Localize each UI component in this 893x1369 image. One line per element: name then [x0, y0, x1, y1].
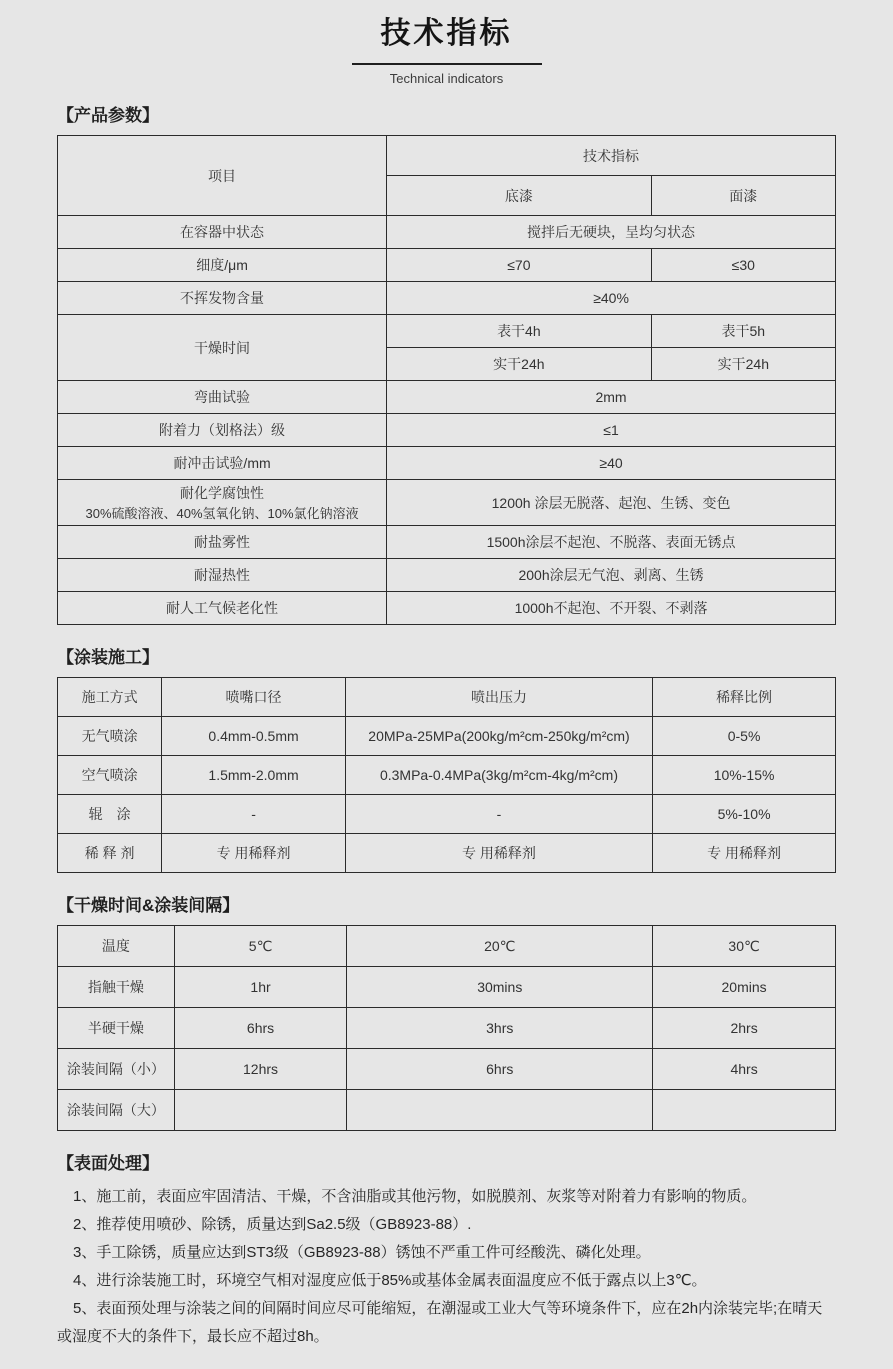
header-cell-group: 技术指标 — [387, 136, 836, 176]
header-cell: 喷出压力 — [345, 678, 652, 717]
table-cell: 5℃ — [174, 926, 347, 967]
table-row — [58, 834, 836, 873]
section-heading-drying: 【干燥时间&涂装间隔】 — [57, 896, 240, 915]
table-cell: 专 用稀释剂 — [162, 834, 346, 873]
row-label: 稀 释 剂 — [58, 834, 162, 873]
row-label: 弯曲试验 — [58, 381, 387, 414]
row-label — [58, 480, 387, 526]
table-cell: 30mins — [347, 967, 653, 1008]
row-label: 耐冲击试验/mm — [58, 447, 387, 480]
table-row — [58, 1049, 836, 1090]
table-cell — [174, 1090, 347, 1131]
row-label: 涂装间隔（大） — [58, 1090, 175, 1131]
row-label: 涂装间隔（小） — [58, 1049, 175, 1090]
page-header — [0, 0, 893, 86]
table-cell: 专 用稀释剂 — [345, 834, 652, 873]
table-row — [58, 447, 836, 480]
table-row — [58, 315, 836, 348]
table-cell: 1.5mm-2.0mm — [162, 756, 346, 795]
row-label: 半硬干燥 — [58, 1008, 175, 1049]
row-value-primer: 实干24h — [387, 348, 652, 381]
row-label-line2: 30%硫酸溶液、40%氢氧化钠、10%氯化钠溶液 — [85, 506, 359, 521]
row-label: 温度 — [58, 926, 175, 967]
row-value: 1000h不起泡、不开裂、不剥落 — [387, 592, 836, 625]
section-heading-product-params: 【产品参数】 — [57, 106, 159, 125]
table-cell: 0-5% — [653, 717, 836, 756]
page-title: 技术指标 — [380, 17, 513, 50]
header-cell-primer: 底漆 — [387, 176, 652, 216]
section-heading-spray: 【涂装施工】 — [57, 648, 159, 667]
row-label-line1: 耐化学腐蚀性 — [180, 485, 265, 501]
row-value-primer: 表干4h — [387, 315, 652, 348]
table-row — [58, 926, 836, 967]
table-cell — [347, 1090, 653, 1131]
surface-treatment-list — [57, 1183, 836, 1351]
list-item: 1、施工前，表面应牢固清洁、干燥，不含油脂或其他污物，如脱膜剂、灰浆等对附着力有影响的物质。 — [73, 1188, 757, 1205]
list-item: 2、推荐使用喷砂、除锈，质量达到Sa2.5级（GB8923-88）. — [73, 1216, 472, 1233]
row-label: 细度/μm — [58, 249, 387, 282]
header-cell: 稀释比例 — [653, 678, 836, 717]
row-value-primer: ≤70 — [387, 249, 652, 282]
table-cell: 5%-10% — [653, 795, 836, 834]
header-cell: 施工方式 — [58, 678, 162, 717]
page-content — [0, 101, 893, 1351]
table-cell — [653, 1090, 836, 1131]
table-row — [58, 559, 836, 592]
product-params-table — [57, 135, 836, 625]
table-cell: - — [162, 795, 346, 834]
table-cell: 6hrs — [347, 1049, 653, 1090]
row-label: 干燥时间 — [58, 315, 387, 381]
row-label: 在容器中状态 — [58, 216, 387, 249]
row-label: 不挥发物含量 — [58, 282, 387, 315]
row-value: 200h涂层无气泡、剥离、生锈 — [387, 559, 836, 592]
spray-table — [57, 677, 836, 873]
table-cell: 12hrs — [174, 1049, 347, 1090]
list-item: 5、表面预处理与涂装之间的间隔时间应尽可能缩短，在潮湿或工业大气等环境条件下，应在2h内涂装完毕;在晴天或湿度不大的条件下，最长应不超过8h。 — [57, 1300, 823, 1345]
table-row — [58, 795, 836, 834]
row-label: 指触干燥 — [58, 967, 175, 1008]
row-label: 空气喷涂 — [58, 756, 162, 795]
table-row — [58, 678, 836, 717]
title-divider — [352, 63, 542, 65]
row-label: 辊 涂 — [58, 795, 162, 834]
row-value-topcoat: ≤30 — [651, 249, 835, 282]
table-row — [58, 756, 836, 795]
table-cell: 10%-15% — [653, 756, 836, 795]
page-subtitle: Technical indicators — [389, 71, 504, 86]
row-value: ≤1 — [387, 414, 836, 447]
row-value: 2mm — [387, 381, 836, 414]
table-cell: 0.4mm-0.5mm — [162, 717, 346, 756]
table-row — [58, 592, 836, 625]
table-cell: 4hrs — [653, 1049, 836, 1090]
row-value: ≥40% — [387, 282, 836, 315]
table-row — [58, 480, 836, 526]
row-label: 无气喷涂 — [58, 717, 162, 756]
table-cell: 3hrs — [347, 1008, 653, 1049]
table-row — [58, 1090, 836, 1131]
table-cell: 专 用稀释剂 — [653, 834, 836, 873]
drying-table — [57, 925, 836, 1131]
table-row — [58, 717, 836, 756]
section-heading-surface: 【表面处理】 — [57, 1154, 159, 1173]
table-row — [58, 1008, 836, 1049]
row-value: 1500h涂层不起泡、不脱落、表面无锈点 — [387, 526, 836, 559]
row-value: ≥40 — [387, 447, 836, 480]
row-value: 搅拌后无硬块，呈均匀状态 — [387, 216, 836, 249]
table-row — [58, 282, 836, 315]
table-cell: 20MPa-25MPa(200kg/m²cm-250kg/m²cm) — [345, 717, 652, 756]
table-cell: 6hrs — [174, 1008, 347, 1049]
header-cell-item: 项目 — [58, 136, 387, 216]
table-row — [58, 249, 836, 282]
table-cell: 2hrs — [653, 1008, 836, 1049]
row-label: 耐盐雾性 — [58, 526, 387, 559]
row-value-topcoat: 表干5h — [651, 315, 835, 348]
row-label: 附着力（划格法）级 — [58, 414, 387, 447]
table-cell: 1hr — [174, 967, 347, 1008]
row-value-topcoat: 实干24h — [651, 348, 835, 381]
row-value: 1200h 涂层无脱落、起泡、生锈、变色 — [387, 480, 836, 526]
table-cell: 20℃ — [347, 926, 653, 967]
list-item: 4、进行涂装施工时，环境空气相对湿度应低于85%或基体金属表面温度应不低于露点以上3℃。 — [73, 1272, 707, 1289]
table-row — [58, 216, 836, 249]
list-item: 3、手工除锈，质量应达到ST3级（GB8923-88）锈蚀不严重工件可经酸洗、磷化处理。 — [73, 1244, 651, 1261]
header-cell-topcoat: 面漆 — [651, 176, 835, 216]
table-row — [58, 967, 836, 1008]
header-cell: 喷嘴口径 — [162, 678, 346, 717]
table-row — [58, 414, 836, 447]
table-cell: - — [345, 795, 652, 834]
table-row — [58, 526, 836, 559]
table-cell: 30℃ — [653, 926, 836, 967]
table-row — [58, 381, 836, 414]
table-row — [58, 136, 836, 176]
table-cell: 20mins — [653, 967, 836, 1008]
row-label: 耐湿热性 — [58, 559, 387, 592]
table-cell: 0.3MPa-0.4MPa(3kg/m²cm-4kg/m²cm) — [345, 756, 652, 795]
row-label: 耐人工气候老化性 — [58, 592, 387, 625]
